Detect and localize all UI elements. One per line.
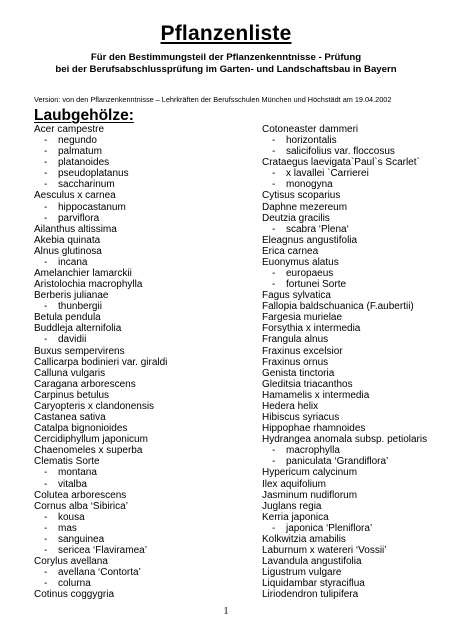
plant-sub-entry (34, 534, 167, 545)
plant-entry (262, 390, 427, 401)
plant-entry (34, 346, 167, 357)
dash-marker: - (44, 544, 48, 556)
plant-name: monogyna (286, 179, 333, 191)
plant-sub-entry (34, 146, 167, 157)
plant-name: Fagus sylvatica (262, 290, 331, 302)
plant-sub-entry (34, 479, 167, 490)
plant-name: pseudoplatanus (58, 168, 129, 180)
plant-entry (34, 423, 167, 434)
plant-name: Kerria japonica (262, 511, 329, 523)
plant-entry (262, 589, 427, 600)
plant-entry (262, 357, 427, 368)
plant-entry (34, 589, 167, 600)
plant-entry (262, 556, 427, 567)
plant-name: Calluna vulgaris (34, 367, 106, 379)
plant-sub-entry (262, 168, 427, 179)
plant-name: paniculata ‘Grandiflora’ (286, 456, 389, 468)
dash-marker: - (272, 268, 276, 280)
plant-sub-entry (262, 523, 427, 534)
plant-entry (262, 545, 427, 556)
plant-name: vitalba (58, 478, 87, 490)
plant-name: Acer campestre (34, 124, 105, 135)
plant-name: colurna (58, 578, 91, 590)
plant-name: Cercidiphyllum japonicum (34, 434, 148, 446)
plant-entry (262, 490, 427, 501)
plant-name: Deutzia gracilis (262, 212, 330, 224)
plant-name: Ailanthus altissima (34, 223, 117, 235)
plant-name: macrophylla (286, 445, 340, 457)
plant-name: parviflora (58, 212, 100, 224)
plant-name: Erica carnea (262, 245, 319, 257)
plant-sub-entry (34, 512, 167, 523)
dash-marker: - (272, 135, 276, 147)
plant-name: Fargesia murielae (262, 312, 343, 324)
plant-name: Ilex aquifolium (262, 478, 326, 490)
plant-name: Frangula alnus (262, 334, 329, 346)
plant-entry (262, 202, 427, 213)
plant-name: Jasminum nudiflorum (262, 489, 358, 501)
plant-entry (262, 401, 427, 412)
plant-name: Aristolochia macrophylla (34, 279, 143, 291)
plant-name: Berberis julianae (34, 290, 109, 302)
plant-entry (34, 323, 167, 334)
plant-entry (262, 246, 427, 257)
dash-marker: - (272, 179, 276, 191)
plant-name: Ligustrum vulgare (262, 567, 342, 579)
plant-name: Catalpa bignonioides (34, 423, 128, 435)
plant-entry (34, 390, 167, 401)
plant-name: incana (58, 256, 88, 268)
dash-marker: - (44, 578, 48, 590)
plant-sub-entry (262, 268, 427, 279)
plant-name: Crataegus laevigata`Paul`s Scarlet` (262, 157, 420, 169)
dash-marker: - (44, 212, 48, 224)
plant-name: Fraxinus excelsior (262, 345, 343, 357)
plant-name: Carpinus betulus (34, 389, 110, 401)
dash-marker: - (44, 179, 48, 191)
plant-list-left-column (34, 124, 167, 600)
plant-name: Hamamelis x intermedia (262, 389, 370, 401)
plant-entry (262, 379, 427, 390)
plant-entry (262, 257, 427, 268)
plant-sub-entry (34, 157, 167, 168)
plant-name: Liquidambar styraciflua (262, 578, 365, 590)
plant-entry (34, 312, 167, 323)
plant-entry (262, 434, 427, 445)
plant-sub-entry (34, 213, 167, 224)
plant-sub-entry (262, 179, 427, 190)
plant-sub-entry (34, 202, 167, 213)
plant-name: Akebia quinata (34, 234, 101, 246)
plant-name: avellana ‘Contorta’ (58, 567, 141, 579)
plant-name: Fraxinus ornus (262, 356, 329, 368)
plant-sub-entry (34, 467, 167, 478)
plant-entry (262, 190, 427, 201)
plant-name: Clematis Sorte (34, 456, 100, 468)
dash-marker: - (272, 279, 276, 291)
plant-sub-entry (34, 545, 167, 556)
plant-entry (34, 556, 167, 567)
dash-marker: - (44, 334, 48, 346)
plant-name: Hypericum calycinum (262, 467, 358, 479)
plant-name: Cotinus coggygria (34, 589, 115, 601)
plant-entry (34, 290, 167, 301)
dash-marker: - (272, 445, 276, 457)
plant-entry (34, 456, 167, 467)
dash-marker: - (44, 201, 48, 213)
plant-entry (262, 423, 427, 434)
plant-name: horizontalis (286, 135, 337, 147)
plant-name: Hibiscus syriacus (262, 412, 340, 424)
plant-name: sanguinea (58, 533, 105, 545)
plant-sub-entry (34, 567, 167, 578)
plant-entry (34, 124, 167, 135)
subtitle-line-1: Für den Bestimmungsteil der Pflanzenkenntnisse - Prüfung (90, 52, 362, 63)
dash-marker: - (272, 223, 276, 235)
plant-name: Cornus alba ‘Sibirica’ (34, 500, 128, 512)
plant-name: kousa (58, 511, 85, 523)
plant-name: Hedera helix (262, 400, 319, 412)
plant-entry (34, 357, 167, 368)
plant-name: Callicarpa bodinieri var. giraldi (34, 356, 168, 368)
plant-entry (262, 368, 427, 379)
plant-sub-entry (34, 523, 167, 534)
dash-marker: - (44, 467, 48, 479)
plant-entry (34, 224, 167, 235)
plant-name: Buddleja alternifolia (34, 323, 122, 335)
plant-entry (262, 346, 427, 357)
plant-name: Corylus avellana (34, 556, 108, 568)
plant-name: Caryopteris x clandonensis (34, 400, 155, 412)
plant-name: mas (58, 522, 77, 534)
plant-entry (262, 323, 427, 334)
plant-entry (34, 279, 167, 290)
plant-entry (262, 534, 427, 545)
plant-name: Forsythia x intermedia (262, 323, 361, 335)
plant-entry (34, 501, 167, 512)
dash-marker: - (272, 522, 276, 534)
dash-marker: - (44, 135, 48, 147)
plant-sub-entry (34, 135, 167, 146)
dash-marker: - (272, 456, 276, 468)
dash-marker: - (44, 567, 48, 579)
plant-sub-entry (34, 257, 167, 268)
plant-name: sericea ‘Flaviramea’ (58, 544, 147, 556)
plant-name: negundo (58, 135, 97, 147)
plant-entry (34, 445, 167, 456)
plant-name: Laburnum x watereri ‘Vossii’ (262, 544, 387, 556)
dash-marker: - (272, 168, 276, 180)
section-heading: Laubgehölze: (34, 107, 134, 124)
page-title: Pflanzenliste (160, 22, 292, 45)
plant-entry (34, 412, 167, 423)
plant-name: x lavallei `Carrierei (286, 168, 369, 180)
plant-sub-entry (34, 179, 167, 190)
plant-name: platanoides (58, 157, 110, 169)
plant-entry (262, 312, 427, 323)
plant-entry (34, 401, 167, 412)
dash-marker: - (44, 256, 48, 268)
dash-marker: - (44, 301, 48, 313)
plant-name: japonica ‘Pleniflora’ (286, 522, 373, 534)
plant-name: salicifolius var. floccosus (286, 146, 395, 158)
plant-sub-entry (262, 279, 427, 290)
dash-marker: - (44, 157, 48, 169)
plant-name: Colutea arborescens (34, 489, 127, 501)
plant-entry (262, 290, 427, 301)
plant-entry (262, 157, 427, 168)
plant-name: Genista tinctoria (262, 367, 335, 379)
plant-entry (262, 578, 427, 589)
plant-name: Castanea sativa (34, 412, 106, 424)
plant-name: montana (58, 467, 97, 479)
plant-entry (34, 268, 167, 279)
plant-sub-entry (34, 334, 167, 345)
plant-sub-entry (34, 301, 167, 312)
plant-sub-entry (34, 168, 167, 179)
plant-name: Euonymus alatus (262, 256, 339, 268)
plant-entry (34, 368, 167, 379)
plant-name: Buxus sempervirens (34, 345, 125, 357)
plant-entry (262, 479, 427, 490)
plant-entry (262, 467, 427, 478)
dash-marker: - (44, 533, 48, 545)
plant-name: Lavandula angustifolia (262, 556, 362, 568)
plant-name: Amelanchier lamarckii (34, 268, 132, 280)
plant-entry (262, 512, 427, 523)
plant-name: davidii (58, 334, 87, 346)
plant-list-right-column (262, 124, 427, 600)
dash-marker: - (44, 146, 48, 158)
plant-entry (262, 124, 427, 135)
plant-name: Chaenomeles x superba (34, 445, 143, 457)
plant-entry (34, 190, 167, 201)
plant-entry (262, 301, 427, 312)
plant-name: fortunei Sorte (286, 279, 347, 291)
plant-entry (262, 567, 427, 578)
plant-name: Fallopia baldschuanica (F.aubertii) (262, 301, 414, 313)
plant-name: Eleagnus angustifolia (262, 234, 358, 246)
plant-name: Kolkwitzia amabilis (262, 533, 346, 545)
plant-entry (34, 379, 167, 390)
plant-name: Gleditsia triacanthos (262, 378, 353, 390)
plant-name: Betula pendula (34, 312, 101, 324)
version-note: Version: von den Pflanzenkenntnisse – Lehrkräften der Berufsschulen München und Höchstädt am 19.04.2002 (34, 95, 392, 104)
plant-entry (262, 213, 427, 224)
plant-entry (34, 490, 167, 501)
plant-entry (262, 501, 427, 512)
plant-name: hippocastanum (58, 201, 126, 213)
dash-marker: - (44, 522, 48, 534)
plant-name: Caragana arborescens (34, 378, 136, 390)
plant-name: Juglans regia (262, 500, 322, 512)
plant-entry (34, 434, 167, 445)
plant-name: palmatum (58, 146, 102, 158)
plant-entry (262, 334, 427, 345)
dash-marker: - (44, 168, 48, 180)
plant-entry (34, 235, 167, 246)
page-number: 1 (223, 606, 229, 617)
plant-name: Cotoneaster dammeri (262, 124, 359, 135)
plant-name: saccharinum (58, 179, 115, 191)
plant-name: Hippophae rhamnoides (262, 423, 366, 435)
plant-sub-entry (34, 578, 167, 589)
plant-name: Liriodendron tulipifera (262, 589, 359, 601)
plant-name: Cytisus scoparius (262, 190, 341, 202)
plant-name: Aesculus x carnea (34, 190, 116, 202)
plant-name: Daphne mezereum (262, 201, 348, 213)
dash-marker: - (44, 511, 48, 523)
plant-sub-entry (262, 456, 427, 467)
plant-sub-entry (262, 445, 427, 456)
plant-name: scabra ‘Plena‘ (286, 223, 349, 235)
plant-name: Hydrangea anomala subsp. petiolaris (262, 434, 428, 446)
plant-entry (262, 412, 427, 423)
plant-sub-entry (262, 135, 427, 146)
plant-sub-entry (262, 146, 427, 157)
plant-name: europaeus (286, 268, 334, 280)
dash-marker: - (272, 146, 276, 158)
plant-name: thunbergii (58, 301, 102, 313)
subtitle-line-2: bei der Berufsabschlussprüfung im Garten- und Landschaftsbau in Bayern (55, 64, 397, 75)
plant-entry (34, 246, 167, 257)
plant-name: Alnus glutinosa (34, 245, 102, 257)
plant-sub-entry (262, 224, 427, 235)
plant-entry (262, 235, 427, 246)
dash-marker: - (44, 478, 48, 490)
